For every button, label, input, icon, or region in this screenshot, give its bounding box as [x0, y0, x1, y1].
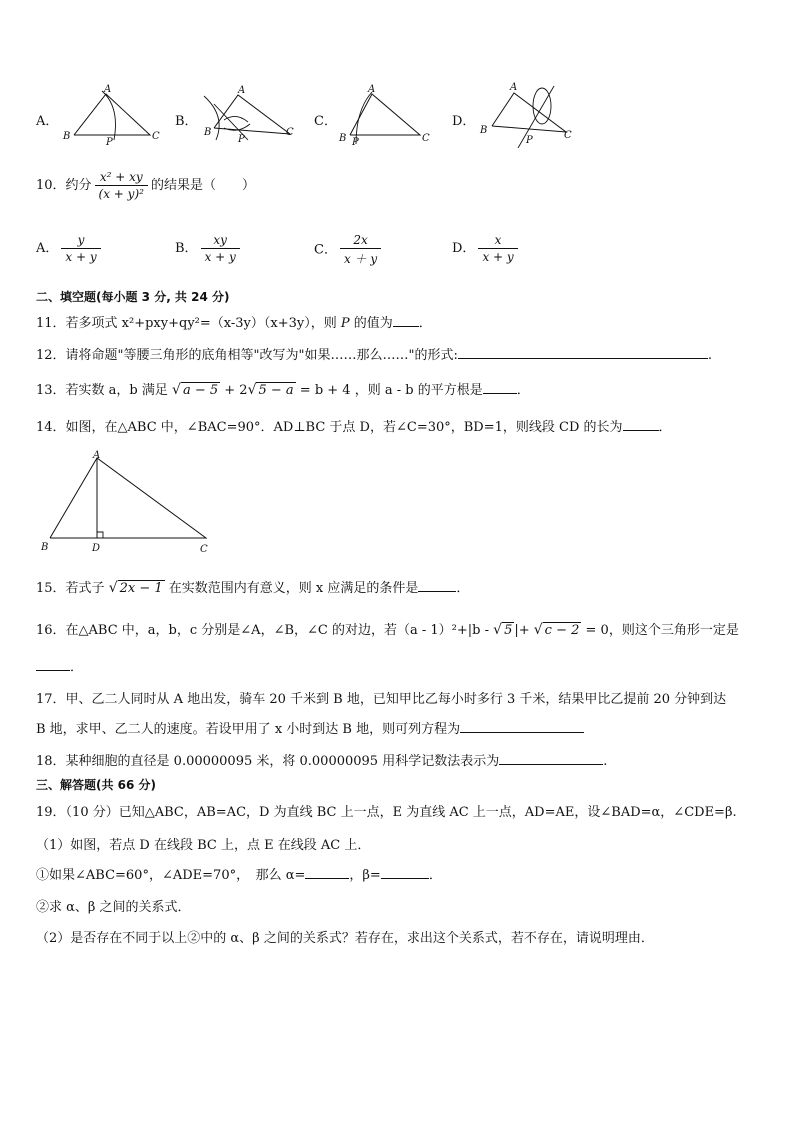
question-19-part-1: （1）如图，若点 D 在线段 BC 上，点 E 在线段 AC 上． [36, 838, 371, 853]
q18-text: 18．某种细胞的直径是 0.00000095 米，将 0.00000095 用科学记数法表示为 [36, 754, 500, 769]
q16-end: ． [70, 660, 84, 675]
label-b: B [339, 133, 347, 144]
q13-answer-blank[interactable] [483, 379, 517, 394]
q10-prefix: 10．约分 [36, 178, 92, 193]
label-a: A [368, 84, 376, 95]
denominator: x ＋ y [343, 252, 378, 266]
question-15 [36, 577, 469, 596]
arc-mark-3 [224, 124, 250, 130]
q13-radicand-1: a − 5 [182, 383, 219, 398]
q12-end: . [707, 348, 712, 363]
q11-text-2: 的值为 [349, 316, 393, 331]
option-fraction [201, 233, 240, 264]
q13-text: 13．若实数 a，b 满足 [36, 383, 173, 398]
label-c: C [422, 133, 430, 144]
option-label: A． [36, 241, 59, 256]
arc-mark-2 [224, 116, 248, 122]
q12-answer-blank[interactable] [458, 344, 708, 359]
q10-option-b [175, 233, 243, 264]
question-11 [36, 312, 432, 331]
q14-text: 14．如图，在△ABC 中，∠BAC=90°．AD⊥BC 于点 D，若∠C=30°，BD=1，则线段 CD 的长为 [36, 420, 623, 435]
label-b: B [480, 125, 488, 136]
section-heading-solutions: 三、解答题(共 66 分) [36, 778, 157, 792]
q16-text: 16．在△ABC 中，a，b，c 分别是∠A，∠B，∠C 的对边，若（a - 1）²+|b - [36, 623, 494, 638]
q10-fraction [95, 170, 148, 201]
q14-end: ． [658, 420, 672, 435]
q13-mid: + 2 [220, 383, 248, 398]
q9-option-d-label: D． [452, 114, 476, 129]
label-p: P [352, 137, 359, 148]
q10-option-d [452, 233, 521, 264]
section-heading-fill-in: 二、填空题(每小题 3 分, 共 24 分) [36, 290, 230, 304]
triangle-abc [350, 94, 420, 135]
numerator: xy [201, 233, 240, 249]
label-a: A [510, 82, 518, 93]
question-14 [36, 416, 672, 435]
sqrt-sign: √ [108, 580, 118, 596]
denominator: x + y [482, 250, 514, 264]
q10-option-c [314, 233, 384, 267]
q19-sub1-text: ①如果∠ABC=60°，∠ADE=70°， 那么 α= [36, 868, 306, 883]
denominator: x + y [65, 250, 97, 264]
q9-figure-d [478, 80, 582, 148]
q10-suffix: 的结果是（ ） [150, 178, 255, 193]
label-c: C [152, 131, 160, 142]
question-16 [36, 619, 739, 638]
q11-text: 11．若多项式 x²+pxy+qy²=（x-3y）（x+3y），则 [36, 316, 341, 331]
q13-end: ． [516, 383, 530, 398]
arc-mark [102, 91, 116, 140]
q11-answer-blank[interactable] [393, 312, 419, 327]
right-angle-mark [97, 532, 103, 538]
option-label: A． [36, 114, 59, 129]
q19-alpha-blank[interactable] [305, 864, 349, 879]
q10-numerator: x² + xy [95, 170, 148, 186]
label-c: C [564, 130, 572, 141]
label-d: D [92, 543, 101, 554]
q19-sub1-text-2: ，β= [349, 868, 381, 883]
option-fraction [340, 233, 381, 267]
q9-figure-c [336, 82, 440, 148]
q10-option-a [36, 233, 104, 264]
question-10 [36, 170, 255, 201]
q14-answer-blank[interactable] [623, 416, 659, 431]
sqrt-sign: √ [493, 622, 503, 638]
q19-beta-blank[interactable] [381, 864, 429, 879]
question-12 [36, 344, 712, 363]
q19-sub1-end: ． [428, 868, 442, 883]
q9-figure-b [196, 82, 300, 148]
q15-text-2: 在实数范围内有意义，则 x 应满足的条件是 [164, 581, 419, 596]
option-fraction [478, 233, 517, 264]
question-19-intro: 19．（10 分）已知△ABC，AB=AC，D 为直线 BC 上一点，E 为直线 AC 上一点，AD=AE，设∠BAD=α，∠CDE=β. [36, 805, 737, 820]
label-p: P [526, 135, 533, 146]
question-19-sub-2: ②求 α、β 之间的关系式． [36, 900, 191, 915]
triangle-abc [492, 93, 566, 132]
label-a: A [104, 84, 112, 95]
q16-radicand-2: c − 2 [544, 623, 580, 638]
q11-p: P [340, 316, 350, 331]
q10-denominator: (x + y)² [98, 187, 144, 201]
numerator: x [478, 233, 517, 249]
label-p: P [238, 134, 245, 145]
question-18 [36, 750, 607, 769]
question-17-line-1: 17．甲、乙二人同时从 A 地出发，骑车 20 千米到 B 地，已知甲比乙每小时多行 3 千米，结果甲比乙提前 20 分钟到达 [36, 692, 727, 707]
label-a: A [93, 450, 101, 461]
q16-radicand-1: 5 [504, 623, 513, 638]
q16-text-2: |+ [514, 623, 534, 638]
q16-answer-blank[interactable] [36, 656, 70, 671]
option-label: C． [314, 242, 337, 258]
q15-answer-blank[interactable] [418, 577, 456, 592]
option-fraction [61, 233, 100, 264]
label-c: C [286, 127, 294, 138]
sqrt-sign: √ [172, 382, 181, 398]
perpendicular-bisector [518, 86, 554, 148]
label-b: B [41, 542, 49, 553]
q13-radicand-2: 5 − a [258, 383, 294, 398]
q12-text: 12．请将命题"等腰三角形的底角相等"改写为"如果……那么……"的形式: [36, 348, 458, 363]
q9-option-b-label: B． [175, 114, 198, 129]
question-19-part-2: （2）是否存在不同于以上②中的 α、β 之间的关系式？若存在，求出这个关系式，若不存在，请说明理由． [36, 931, 654, 946]
question-19-sub-1 [36, 864, 442, 883]
numerator: 2x [340, 233, 381, 249]
q17-text: B 地，求甲、乙二人的速度。若设甲用了 x 小时到达 B 地，则可列方程为 [36, 722, 461, 737]
q9-option-c-label: C． [314, 114, 337, 129]
q15-radicand: 2x − 1 [119, 581, 163, 596]
triangle-abc [50, 458, 206, 538]
sqrt-sign: √ [533, 622, 543, 638]
label-p: P [106, 137, 113, 148]
q9-figure-a [60, 82, 164, 148]
label-c: C [200, 544, 208, 555]
q16-text-3: = 0，则这个三角形一定是 [581, 623, 739, 638]
q14-triangle-figure [36, 448, 226, 558]
label-b: B [63, 131, 71, 142]
label-a: A [238, 85, 246, 96]
q13-text-2: = b + 4 ，则 a - b 的平方根是 [295, 383, 483, 398]
q18-end: . [603, 754, 608, 769]
triangle-abc [74, 94, 150, 135]
q11-end: ． [418, 316, 432, 331]
label-b: B [204, 127, 212, 138]
question-13 [36, 379, 530, 398]
denominator: x + y [204, 250, 236, 264]
q16-answer-line [36, 656, 83, 675]
numerator: y [61, 233, 100, 249]
sqrt-sign: √ [247, 382, 257, 398]
option-label: B． [175, 241, 198, 256]
option-label: D． [452, 241, 476, 256]
q15-text: 15．若式子 [36, 581, 109, 596]
q15-end: ． [456, 581, 470, 596]
q17-answer-blank[interactable] [460, 718, 584, 733]
q18-answer-blank[interactable] [499, 750, 603, 765]
question-17-line-2 [36, 718, 584, 737]
